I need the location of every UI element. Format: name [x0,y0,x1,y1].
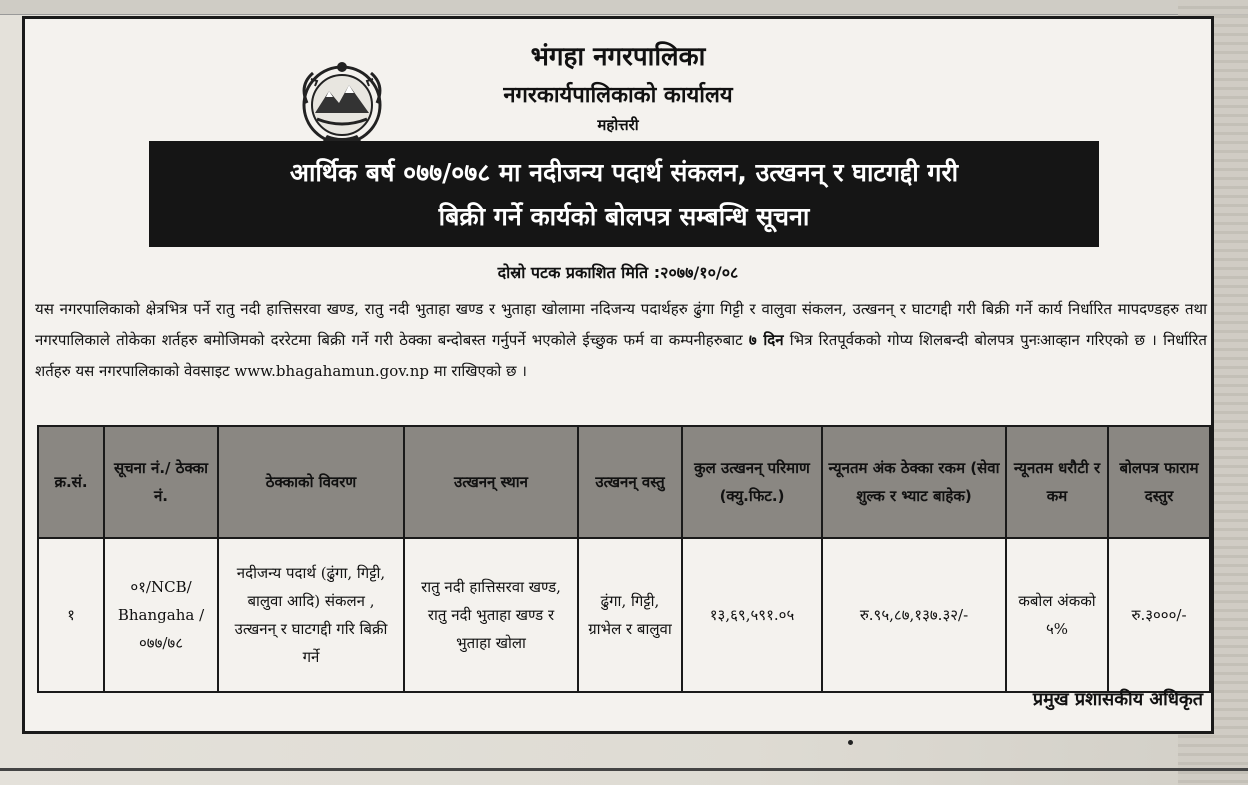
cell-notice-no: ०१/NCB/ Bhangaha /०७७/७८ [104,538,218,692]
col-header-min-amount: न्यूनतम अंक ठेक्का रकम (सेवा शुल्क र भ्याट बाहेक) [822,426,1006,538]
cell-deposit: कबोल अंकको ५% [1006,538,1108,692]
body-text-2: भित्र रितपूर्वकको गोप्य शिलबन्दी बोलपत्र पुनःआव्हान गरिएको छ । निर्धारित शर्तहरु यस नगरपालिकाको वेवसाइट [35,331,1207,380]
body-text-1: यस नगरपालिकाको क्षेत्रभित्र पर्ने रातु नदी हात्तिसरवा खण्ड, रातु नदी भुताहा खण्ड र भुताहा खोलामा नदिजन्य पदार्थहरु ढुंगा गिट्टी र वालुवा संकलन, उत्खनन् र घाटगद्दी गरी बिक्री गर्ने कार्य निर्धारित मापदण्डहरु तथा नगरपालिकाले तोकेका शर्तहरु बमोजिमको दररेटमा बिक्री गर्ने गरी ठेक्का बन्दोबस्त गर्नुपर्ने भएकोले ईच्छुक फर्म वा कम्पनीहरुबाट [35,300,1207,349]
newspaper-top-strip [0,0,1248,15]
office-name: नगरकार्यपालिकाको कार्यालय [503,83,733,108]
table-header-row [38,426,1210,538]
website-link[interactable]: www.bhagahamun.gov.np [234,362,429,380]
notice-title-banner [149,141,1099,247]
banner-line-1: आर्थिक बर्ष ०७७/०७८ मा नदीजन्य पदार्थ संकलन, उत्खनन् र घाटगद्दी गरी [289,158,959,187]
banner-line-2: बिक्री गर्ने कार्यको बोलपत्र सम्बन्धि सूचना [438,202,810,231]
col-header-quantity: कुल उत्खनन् परिमाण (क्यु.फिट.) [682,426,822,538]
col-header-material: उत्खनन् वस्तु [578,426,682,538]
cell-form-fee: रु.३०००/- [1108,538,1210,692]
newspaper-rule [0,768,1248,771]
deadline-highlight: ७ दिन [748,331,784,349]
table-row [38,538,1210,692]
cell-serial: १ [38,538,104,692]
col-header-location: उत्खनन् स्थान [404,426,578,538]
col-header-deposit: न्यूनतम धरौटी र कम [1006,426,1108,538]
col-header-notice-no: सूचना नं./ ठेक्का नं. [104,426,218,538]
col-header-form-fee: बोलपत्र फाराम दस्तुर [1108,426,1210,538]
cell-location: रातु नदी हात्तिसरवा खण्ड, रातु नदी भुताहा खण्ड र भुताहा खोला [404,538,578,692]
cell-material: ढुंगा, गिट्टी, ग्राभेल र बालुवा [578,538,682,692]
tender-table [37,425,1211,693]
district-name: महोत्तरी [597,116,639,134]
municipality-name: भंगहा नगरपालिका [530,42,706,72]
notice-box [22,16,1214,734]
col-header-serial: क्र.सं. [38,426,104,538]
cell-min-amount: रु.९५,८७,१३७.३२/- [822,538,1006,692]
cell-quantity: १३,६९,५९१.०५ [682,538,822,692]
print-speck [848,740,853,745]
body-text-3: मा राखिएको छ । [433,362,527,380]
publication-date: दोस्रो पटक प्रकाशित मिति :२०७७/१०/०८ [497,263,739,282]
cell-description: नदीजन्य पदार्थ (ढुंगा, गिट्टी, बालुवा आदि) संकलन , उत्खनन् र घाटगद्दी गरि बिक्री गर्ने [218,538,404,692]
notice-body [35,294,1207,387]
signatory-title: प्रमुख प्रशासकीय अधिकृत [1032,689,1203,710]
col-header-description: ठेक्काको विवरण [218,426,404,538]
